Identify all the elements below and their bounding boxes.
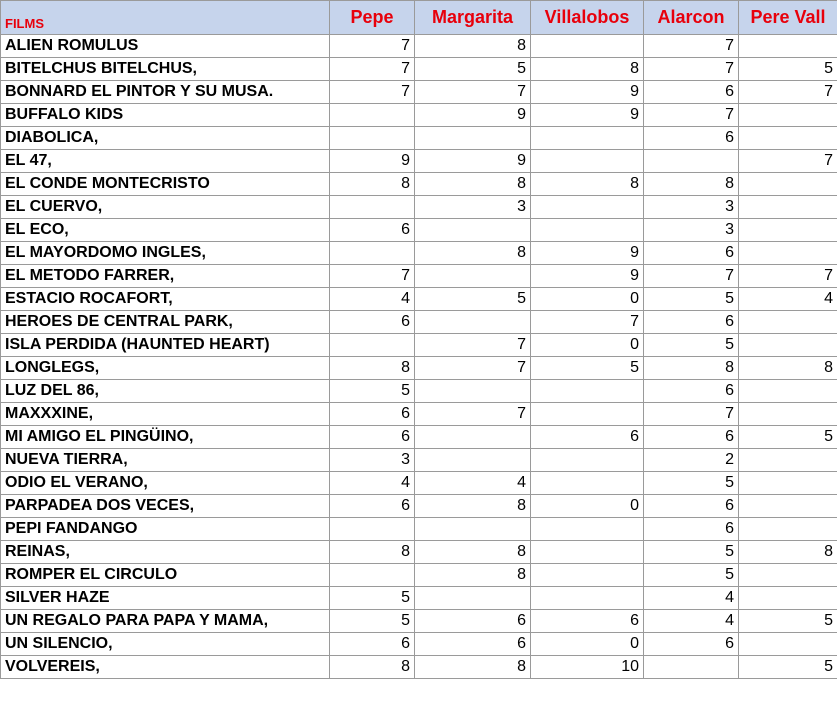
cell-score[interactable]: 9 xyxy=(415,150,531,173)
table-row xyxy=(1,150,837,173)
table-row xyxy=(1,426,837,449)
cell-score[interactable] xyxy=(415,518,531,541)
cell-score[interactable]: 5 xyxy=(415,58,531,81)
cell-score[interactable]: 3 xyxy=(415,196,531,219)
cell-score[interactable] xyxy=(739,518,837,541)
cell-film-title[interactable]: BITELCHUS BITELCHUS, xyxy=(1,58,330,81)
cell-score[interactable]: 8 xyxy=(739,357,837,380)
cell-score[interactable] xyxy=(330,196,415,219)
cell-score[interactable]: 7 xyxy=(415,357,531,380)
cell-film-title[interactable]: LONGLEGS, xyxy=(1,357,330,380)
cell-score[interactable] xyxy=(739,587,837,610)
cell-score[interactable] xyxy=(739,127,837,150)
cell-score[interactable]: 7 xyxy=(644,58,739,81)
cell-score[interactable]: 6 xyxy=(531,426,644,449)
cell-score[interactable]: 9 xyxy=(531,81,644,104)
cell-score[interactable]: 7 xyxy=(531,311,644,334)
cell-score[interactable] xyxy=(739,219,837,242)
cell-score[interactable]: 2 xyxy=(644,449,739,472)
cell-film-title[interactable]: ESTACIO ROCAFORT, xyxy=(1,288,330,311)
cell-score[interactable] xyxy=(739,564,837,587)
cell-film-title[interactable]: BONNARD EL PINTOR Y SU MUSA. xyxy=(1,81,330,104)
cell-score[interactable] xyxy=(531,35,644,58)
cell-score[interactable]: 6 xyxy=(644,81,739,104)
cell-score[interactable] xyxy=(531,196,644,219)
header-judge-pere-vall[interactable]: Pere Vall xyxy=(739,1,837,35)
cell-film-title[interactable]: ISLA PERDIDA (HAUNTED HEART) xyxy=(1,334,330,357)
cell-score[interactable]: 7 xyxy=(644,35,739,58)
cell-score[interactable]: 5 xyxy=(330,380,415,403)
cell-score[interactable] xyxy=(531,380,644,403)
cell-film-title[interactable]: UN REGALO PARA PAPA Y MAMA, xyxy=(1,610,330,633)
cell-score[interactable] xyxy=(739,242,837,265)
cell-film-title[interactable]: EL 47, xyxy=(1,150,330,173)
cell-score[interactable]: 5 xyxy=(644,334,739,357)
cell-score[interactable]: 7 xyxy=(644,403,739,426)
table-row xyxy=(1,127,837,150)
table-row xyxy=(1,173,837,196)
cell-score[interactable]: 4 xyxy=(330,288,415,311)
cell-score[interactable]: 6 xyxy=(644,495,739,518)
cell-score[interactable]: 8 xyxy=(531,173,644,196)
cell-score[interactable]: 7 xyxy=(739,81,837,104)
table-body xyxy=(1,35,837,679)
cell-score[interactable]: 5 xyxy=(330,587,415,610)
cell-film-title[interactable]: HEROES DE CENTRAL PARK, xyxy=(1,311,330,334)
cell-score[interactable]: 0 xyxy=(531,495,644,518)
cell-film-title[interactable]: PEPI FANDANGO xyxy=(1,518,330,541)
cell-score[interactable] xyxy=(739,196,837,219)
cell-score[interactable] xyxy=(531,219,644,242)
cell-score[interactable]: 8 xyxy=(330,541,415,564)
header-judge-alarcon[interactable]: Alarcon xyxy=(644,1,739,35)
cell-score[interactable]: 8 xyxy=(739,541,837,564)
cell-score[interactable] xyxy=(531,403,644,426)
header-films[interactable]: FILMS xyxy=(1,1,330,35)
cell-score[interactable] xyxy=(739,334,837,357)
cell-film-title[interactable]: LUZ DEL 86, xyxy=(1,380,330,403)
cell-score[interactable] xyxy=(415,311,531,334)
cell-score[interactable] xyxy=(531,150,644,173)
cell-score[interactable] xyxy=(739,173,837,196)
cell-score[interactable]: 6 xyxy=(644,426,739,449)
cell-score[interactable]: 8 xyxy=(415,242,531,265)
cell-film-title[interactable]: MAXXXINE, xyxy=(1,403,330,426)
cell-score[interactable]: 4 xyxy=(330,472,415,495)
cell-score[interactable]: 8 xyxy=(415,564,531,587)
cell-score[interactable] xyxy=(415,426,531,449)
table-row xyxy=(1,196,837,219)
cell-film-title[interactable]: SILVER HAZE xyxy=(1,587,330,610)
cell-score[interactable]: 9 xyxy=(531,265,644,288)
cell-score[interactable] xyxy=(531,587,644,610)
cell-score[interactable]: 3 xyxy=(644,219,739,242)
table-row xyxy=(1,610,837,633)
cell-score[interactable] xyxy=(330,518,415,541)
cell-score[interactable] xyxy=(330,127,415,150)
cell-score[interactable] xyxy=(739,449,837,472)
cell-score[interactable] xyxy=(531,564,644,587)
cell-score[interactable]: 6 xyxy=(644,127,739,150)
cell-score[interactable]: 8 xyxy=(415,35,531,58)
cell-score[interactable]: 6 xyxy=(644,311,739,334)
cell-score[interactable]: 6 xyxy=(644,242,739,265)
cell-score[interactable] xyxy=(739,104,837,127)
header-row xyxy=(1,1,837,35)
cell-score[interactable]: 5 xyxy=(644,288,739,311)
cell-film-title[interactable]: EL MAYORDOMO INGLES, xyxy=(1,242,330,265)
cell-score[interactable] xyxy=(739,495,837,518)
cell-score[interactable]: 6 xyxy=(415,610,531,633)
cell-film-title[interactable]: VOLVEREIS, xyxy=(1,656,330,679)
table-row xyxy=(1,495,837,518)
cell-score[interactable] xyxy=(531,472,644,495)
cell-score[interactable]: 7 xyxy=(330,35,415,58)
header-judge-pepe[interactable]: Pepe xyxy=(330,1,415,35)
cell-film-title[interactable]: NUEVA TIERRA, xyxy=(1,449,330,472)
cell-score[interactable] xyxy=(330,104,415,127)
cell-film-title[interactable]: EL CONDE MONTECRISTO xyxy=(1,173,330,196)
cell-score[interactable]: 4 xyxy=(644,610,739,633)
table-row xyxy=(1,403,837,426)
table-row xyxy=(1,242,837,265)
table-row xyxy=(1,587,837,610)
cell-score[interactable]: 9 xyxy=(531,104,644,127)
cell-score[interactable]: 5 xyxy=(739,58,837,81)
cell-film-title[interactable]: MI AMIGO EL PINGÜINO, xyxy=(1,426,330,449)
cell-score[interactable] xyxy=(330,334,415,357)
cell-score[interactable] xyxy=(330,564,415,587)
cell-film-title[interactable]: EL METODO FARRER, xyxy=(1,265,330,288)
cell-score[interactable] xyxy=(739,472,837,495)
cell-score[interactable]: 4 xyxy=(739,288,837,311)
cell-score[interactable]: 5 xyxy=(739,426,837,449)
cell-score[interactable]: 8 xyxy=(644,357,739,380)
cell-score[interactable]: 7 xyxy=(330,81,415,104)
cell-score[interactable]: 8 xyxy=(415,656,531,679)
cell-score[interactable] xyxy=(531,541,644,564)
cell-score[interactable] xyxy=(644,150,739,173)
cell-score[interactable]: 6 xyxy=(644,633,739,656)
table-row xyxy=(1,311,837,334)
cell-score[interactable] xyxy=(531,449,644,472)
cell-film-title[interactable]: EL ECO, xyxy=(1,219,330,242)
cell-score[interactable] xyxy=(739,633,837,656)
cell-score[interactable] xyxy=(739,35,837,58)
cell-film-title[interactable]: ALIEN ROMULUS xyxy=(1,35,330,58)
cell-score[interactable]: 7 xyxy=(739,265,837,288)
cell-score[interactable]: 8 xyxy=(415,173,531,196)
table-row xyxy=(1,219,837,242)
cell-score[interactable]: 8 xyxy=(330,656,415,679)
cell-score[interactable]: 8 xyxy=(644,173,739,196)
cell-score[interactable]: 9 xyxy=(330,150,415,173)
table-row xyxy=(1,656,837,679)
table-row xyxy=(1,35,837,58)
cell-score[interactable]: 7 xyxy=(330,265,415,288)
cell-score[interactable] xyxy=(531,518,644,541)
cell-score[interactable] xyxy=(739,403,837,426)
cell-film-title[interactable]: EL CUERVO, xyxy=(1,196,330,219)
table-row xyxy=(1,288,837,311)
cell-score[interactable]: 6 xyxy=(330,311,415,334)
table-row xyxy=(1,104,837,127)
cell-film-title[interactable]: ODIO EL VERANO, xyxy=(1,472,330,495)
cell-score[interactable]: 5 xyxy=(739,610,837,633)
cell-score[interactable] xyxy=(415,587,531,610)
cell-score[interactable]: 7 xyxy=(415,81,531,104)
table-row xyxy=(1,380,837,403)
table-row xyxy=(1,472,837,495)
cell-score[interactable]: 3 xyxy=(644,196,739,219)
cell-score[interactable]: 6 xyxy=(415,633,531,656)
cell-film-title[interactable]: REINAS, xyxy=(1,541,330,564)
cell-score[interactable]: 9 xyxy=(531,242,644,265)
cell-score[interactable] xyxy=(415,265,531,288)
cell-score[interactable] xyxy=(330,242,415,265)
cell-score[interactable]: 8 xyxy=(330,357,415,380)
cell-score[interactable]: 10 xyxy=(531,656,644,679)
cell-score[interactable]: 0 xyxy=(531,633,644,656)
cell-score[interactable]: 6 xyxy=(644,518,739,541)
cell-film-title[interactable]: ROMPER EL CIRCULO xyxy=(1,564,330,587)
header-judge-margarita[interactable]: Margarita xyxy=(415,1,531,35)
cell-score[interactable]: 8 xyxy=(415,495,531,518)
cell-score[interactable]: 5 xyxy=(644,541,739,564)
cell-score[interactable]: 5 xyxy=(644,472,739,495)
cell-score[interactable]: 7 xyxy=(644,104,739,127)
table-row xyxy=(1,541,837,564)
cell-score[interactable]: 6 xyxy=(330,633,415,656)
cell-score[interactable]: 0 xyxy=(531,334,644,357)
cell-score[interactable]: 7 xyxy=(415,334,531,357)
table-row xyxy=(1,449,837,472)
cell-score[interactable]: 9 xyxy=(415,104,531,127)
cell-score[interactable]: 6 xyxy=(330,426,415,449)
cell-score[interactable]: 7 xyxy=(739,150,837,173)
table-row xyxy=(1,58,837,81)
cell-score[interactable] xyxy=(739,311,837,334)
table-row xyxy=(1,518,837,541)
table-row xyxy=(1,334,837,357)
cell-score[interactable]: 6 xyxy=(330,403,415,426)
cell-score[interactable]: 6 xyxy=(330,219,415,242)
cell-score[interactable]: 6 xyxy=(330,495,415,518)
cell-score[interactable] xyxy=(531,127,644,150)
table-row xyxy=(1,564,837,587)
header-judge-villalobos[interactable]: Villalobos xyxy=(531,1,644,35)
cell-film-title[interactable]: DIABOLICA, xyxy=(1,127,330,150)
cell-score[interactable]: 6 xyxy=(644,380,739,403)
cell-score[interactable]: 3 xyxy=(330,449,415,472)
cell-score[interactable]: 8 xyxy=(330,173,415,196)
cell-score[interactable]: 8 xyxy=(531,58,644,81)
cell-score[interactable]: 4 xyxy=(415,472,531,495)
cell-score[interactable] xyxy=(415,127,531,150)
cell-score[interactable]: 8 xyxy=(415,541,531,564)
table-row xyxy=(1,81,837,104)
cell-film-title[interactable]: BUFFALO KIDS xyxy=(1,104,330,127)
cell-score[interactable]: 5 xyxy=(415,288,531,311)
cell-score[interactable] xyxy=(415,449,531,472)
table-row xyxy=(1,265,837,288)
cell-film-title[interactable]: PARPADEA DOS VECES, xyxy=(1,495,330,518)
cell-score[interactable]: 5 xyxy=(644,564,739,587)
cell-score[interactable]: 5 xyxy=(330,610,415,633)
cell-score[interactable] xyxy=(644,656,739,679)
table-row xyxy=(1,357,837,380)
cell-score[interactable]: 0 xyxy=(531,288,644,311)
cell-score[interactable]: 4 xyxy=(644,587,739,610)
cell-score[interactable]: 7 xyxy=(415,403,531,426)
cell-score[interactable]: 7 xyxy=(644,265,739,288)
cell-score[interactable]: 5 xyxy=(739,656,837,679)
cell-score[interactable]: 6 xyxy=(531,610,644,633)
cell-score[interactable] xyxy=(739,380,837,403)
cell-score[interactable] xyxy=(415,380,531,403)
cell-score[interactable] xyxy=(415,219,531,242)
cell-score[interactable]: 5 xyxy=(531,357,644,380)
cell-film-title[interactable]: UN SILENCIO, xyxy=(1,633,330,656)
cell-score[interactable]: 7 xyxy=(330,58,415,81)
table-row xyxy=(1,633,837,656)
